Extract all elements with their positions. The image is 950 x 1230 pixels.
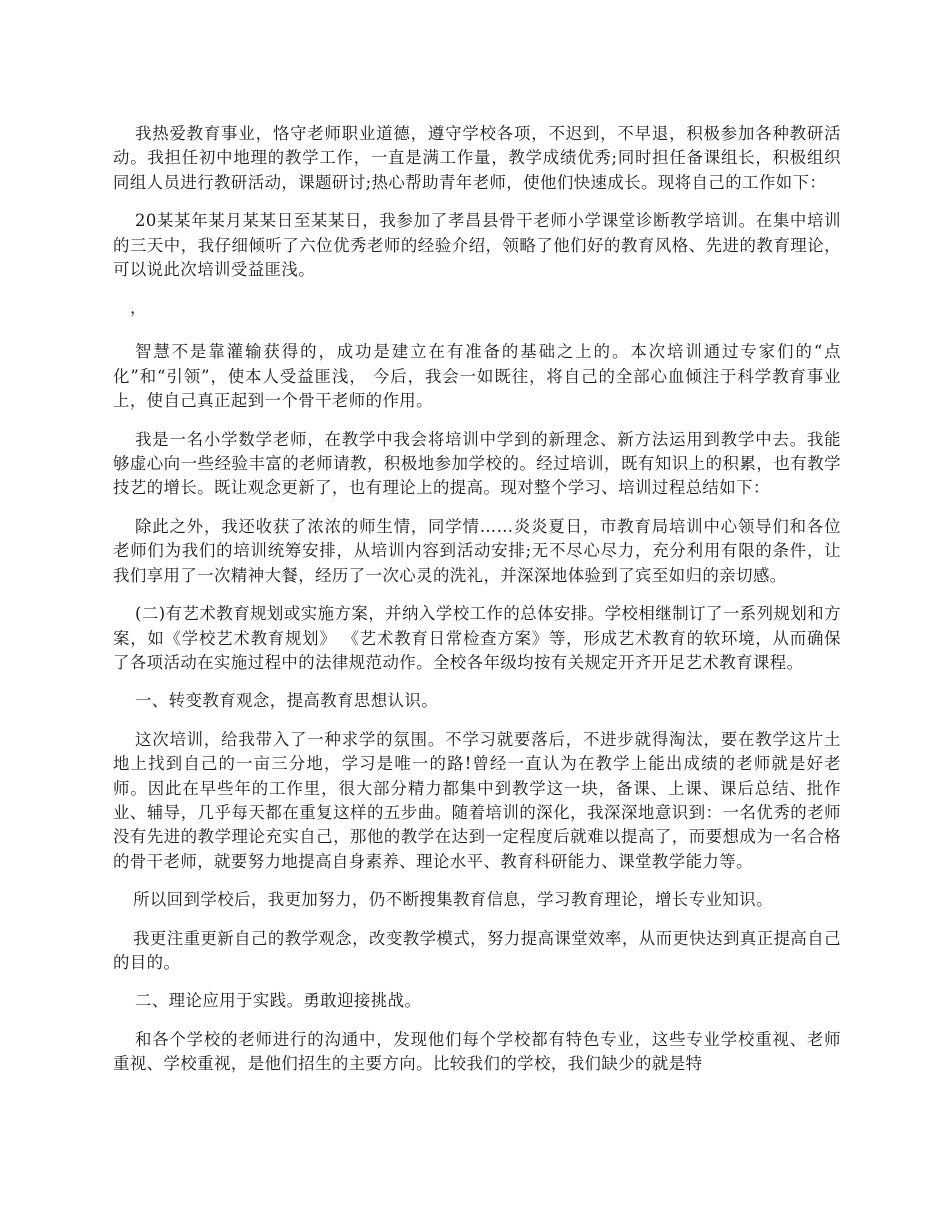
paragraph-training-intro: 20某某年某月某某日至某某日，我参加了孝昌县骨干老师小学课堂诊断教学培训。在集中培训的三天中，我仔细倾听了六位优秀老师的经验介绍，领略了他们好的教育风格、先进的教育理论，可以说此次培训受益匪浅。: [113, 211, 841, 280]
paragraph-update-concepts: 我更注重更新自己的教学观念，改变教学模式，努力提高课堂效率，从而更快达到真正提高自己的目的。: [113, 928, 841, 972]
stray-comma: ，: [130, 298, 147, 318]
document-page: [113, 122, 841, 1091]
paragraph-back-to-school: 所以回到学校后，我更加努力，仍不断搜集教育信息，学习教育理论，增长专业知识。: [133, 890, 773, 910]
heading-section-two: 二、理论应用于实践。勇敢迎接挑战。: [135, 991, 422, 1011]
paragraph-learning-atmosphere: 这次培训，给我带入了一种求学的氛围。不学习就要落后，不进步就得淘汰，要在教学这片土地上找到自己的一亩三分地，学习是唯一的路!曾经一直认为在教学上能出成绩的老师就是好老师。因此在早些年的工作里，很大部分精力都集中到教学这一块，备课、上课、课后总结、批作业、辅导，几乎每天都在重复这样的五步曲。随着培训的深化，我深深地意识到：一名优秀的老师没有先进的教学理论充实自己，那他的教学在达到一定程度后就难以提高了，而要想成为一名合格的骨干老师，就要努力地提高自身素养、理论水平、教育科研能力、课堂教学能力等。: [113, 729, 841, 871]
paragraph-friendship: 除此之外，我还收获了浓浓的师生情，同学情……炎炎夏日，市教育局培训中心领导们和各位老师们为我们的培训统筹安排，从培训内容到活动安排;无不尽心尽力，充分利用有限的条件，让我们享用了一次精神大餐，经历了一次心灵的洗礼，并深深地体验到了宾至如归的亲切感。: [113, 516, 841, 585]
heading-section-one: 一、转变教育观念，提高教育思想认识。: [135, 691, 439, 711]
paragraph-math-teacher: 我是一名小学数学老师，在教学中我会将培训中学到的新理念、新方法运用到教学中去。我能够虚心向一些经验丰富的老师请教，积极地参加学校的。经过培训，既有知识上的积累，也有教学技艺的增长。既让观念更新了，也有理论上的提高。现对整个学习、培训过程总结如下：: [113, 429, 841, 498]
paragraph-art-education: (二)有艺术教育规划或实施方案，并纳入学校工作的总体安排。学校相继制订了一系列规划和方案，如《学校艺术教育规划》 《艺术教育日常检查方案》等，形成艺术教育的软环境，从而确保了各项活动在实施过程中的法律规范动作。全校各年级均按有关规定开齐开足艺术教育课程。: [113, 604, 841, 672]
paragraph-wisdom: 智慧不是靠灌输获得的，成功是建立在有准备的基础之上的。本次培训通过专家们的“点化”和“引领”，使本人受益匪浅， 今后，我会一如既往，将自己的全部心血倾注于科学教育事业上，使自己真正起到一个骨干老师的作用。: [113, 342, 841, 411]
paragraph-school-communication: 和各个学校的老师进行的沟通中，发现他们每个学校都有特色专业，这些专业学校重视、老师重视、学校重视，是他们招生的主要方向。比较我们的学校，我们缺少的就是特: [113, 1029, 841, 1074]
paragraph-work-overview: 我热爱教育事业，恪守老师职业道德，遵守学校各项，不迟到，不早退，积极参加各种教研活动。我担任初中地理的教学工作，一直是满工作量，教学成绩优秀;同时担任备课组长，积极组织同组人员进行教研活动，课题研讨;热心帮助青年老师，使他们快速成长。现将自己的工作如下：: [113, 124, 841, 192]
